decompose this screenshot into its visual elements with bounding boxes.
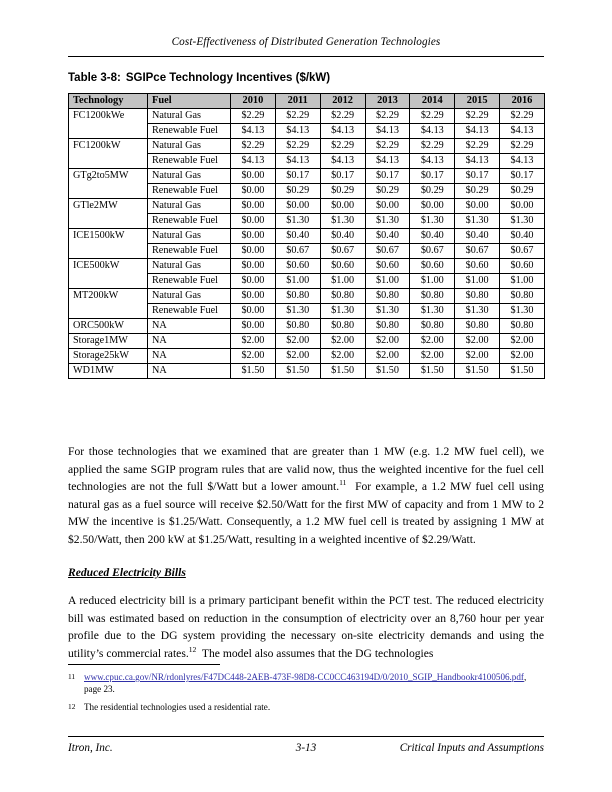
cell-value-2013: $4.13 <box>365 124 410 139</box>
cell-fuel: Renewable Fuel <box>148 304 231 319</box>
paragraph1-part-a: For those technologies that we examined that are greater than 1 MW (e.g. 1.2 MW fuel cell), we applied the same SGIP program rules that are valid now, thus the weighted incentive for the fuel cell technologies are not the full $/Watt but a lower amount. <box>68 445 544 494</box>
column-header-technology: Technology <box>69 94 148 109</box>
column-header-2010: 2010 <box>231 94 276 109</box>
cell-fuel: Renewable Fuel <box>148 244 231 259</box>
table-row <box>69 319 545 334</box>
cell-fuel: Natural Gas <box>148 229 231 244</box>
incentives-table <box>68 93 545 379</box>
cell-value-2010: $0.00 <box>231 199 276 214</box>
cell-value-2014: $2.00 <box>410 349 455 364</box>
cell-value-2014: $0.80 <box>410 289 455 304</box>
cell-value-2011: $0.17 <box>275 169 320 184</box>
cell-value-2014: $1.30 <box>410 304 455 319</box>
cell-value-2012: $0.80 <box>320 289 365 304</box>
cell-value-2010: $2.00 <box>231 334 276 349</box>
cell-value-2014: $4.13 <box>410 154 455 169</box>
column-header-2013: 2013 <box>365 94 410 109</box>
cell-value-2012: $4.13 <box>320 154 365 169</box>
table-caption <box>68 72 544 84</box>
cell-value-2014: $0.80 <box>410 319 455 334</box>
cell-value-2012: $2.00 <box>320 334 365 349</box>
cell-value-2013: $4.13 <box>365 154 410 169</box>
footnotes-area <box>68 672 544 721</box>
paragraph-incentive-weighting <box>68 443 544 549</box>
cell-fuel: Natural Gas <box>148 169 231 184</box>
cell-value-2014: $2.29 <box>410 139 455 154</box>
cell-value-2013: $2.00 <box>365 349 410 364</box>
cell-fuel: Natural Gas <box>148 259 231 274</box>
cell-fuel: Renewable Fuel <box>148 214 231 229</box>
cell-value-2014: $0.00 <box>410 199 455 214</box>
cell-value-2016: $0.80 <box>500 319 545 334</box>
cell-value-2013: $1.50 <box>365 364 410 379</box>
column-header-2015: 2015 <box>455 94 500 109</box>
cell-value-2016: $0.00 <box>500 199 545 214</box>
cell-value-2010: $0.00 <box>231 274 276 289</box>
cell-value-2016: $2.00 <box>500 334 545 349</box>
cell-value-2016: $0.67 <box>500 244 545 259</box>
cell-value-2014: $1.00 <box>410 274 455 289</box>
cell-value-2016: $0.80 <box>500 289 545 304</box>
cell-fuel: Renewable Fuel <box>148 184 231 199</box>
cell-value-2016: $2.29 <box>500 109 545 124</box>
cell-technology: MT200kW <box>69 289 148 319</box>
cell-value-2012: $2.29 <box>320 139 365 154</box>
cell-value-2016: $0.40 <box>500 229 545 244</box>
footnote-11-tail: , page 23. <box>84 672 527 694</box>
cell-value-2014: $2.29 <box>410 109 455 124</box>
cell-value-2011: $0.60 <box>275 259 320 274</box>
cell-value-2010: $0.00 <box>231 229 276 244</box>
cell-technology: ICE500kW <box>69 259 148 289</box>
header-rule <box>68 56 544 57</box>
cell-value-2011: $0.80 <box>275 289 320 304</box>
cell-fuel: NA <box>148 319 231 334</box>
cell-value-2012: $1.30 <box>320 214 365 229</box>
cell-technology: FC1200kWe <box>69 109 148 139</box>
cell-value-2013: $2.00 <box>365 334 410 349</box>
cell-value-2016: $1.30 <box>500 214 545 229</box>
cell-value-2015: $0.60 <box>455 259 500 274</box>
table-header <box>69 94 545 109</box>
cell-value-2013: $1.30 <box>365 214 410 229</box>
table-header-row <box>69 94 545 109</box>
cell-value-2016: $0.17 <box>500 169 545 184</box>
cell-value-2015: $1.00 <box>455 274 500 289</box>
table-body <box>69 109 545 379</box>
cell-value-2010: $0.00 <box>231 169 276 184</box>
cell-value-2011: $1.00 <box>275 274 320 289</box>
column-header-fuel: Fuel <box>148 94 231 109</box>
cell-value-2013: $0.29 <box>365 184 410 199</box>
cell-technology: GTg2to5MW <box>69 169 148 199</box>
footnote-11-link[interactable]: www.cpuc.ca.gov/NR/rdonlyres/F47DC448-2AEB-473F-98D8-CC0CC463194D/0/2010_SGIP_Handbookr4100506.pdf <box>84 672 524 682</box>
cell-value-2012: $2.00 <box>320 349 365 364</box>
cell-value-2015: $1.30 <box>455 214 500 229</box>
cell-value-2012: $1.30 <box>320 304 365 319</box>
cell-value-2010: $0.00 <box>231 259 276 274</box>
cell-value-2011: $1.50 <box>275 364 320 379</box>
cell-fuel: NA <box>148 334 231 349</box>
cell-value-2015: $2.29 <box>455 139 500 154</box>
table-row <box>69 229 545 244</box>
cell-value-2013: $2.29 <box>365 109 410 124</box>
column-header-2014: 2014 <box>410 94 455 109</box>
incentives-table-container <box>68 93 544 379</box>
cell-value-2014: $0.17 <box>410 169 455 184</box>
footnote-11-number: 11 <box>68 672 76 681</box>
cell-value-2010: $0.00 <box>231 184 276 199</box>
footer-page-number: 3-13 <box>295 742 317 754</box>
cell-value-2015: $0.80 <box>455 319 500 334</box>
section-heading-reduced-electricity-bills: Reduced Electricity Bills <box>68 566 186 579</box>
column-header-2016: 2016 <box>500 94 545 109</box>
cell-value-2014: $0.67 <box>410 244 455 259</box>
table-number: Table 3-8: <box>68 72 121 84</box>
footnote-12-number: 12 <box>68 702 76 712</box>
cell-value-2013: $2.29 <box>365 139 410 154</box>
cell-value-2012: $4.13 <box>320 124 365 139</box>
cell-value-2010: $0.00 <box>231 289 276 304</box>
column-header-2011: 2011 <box>275 94 320 109</box>
cell-value-2010: $0.00 <box>231 304 276 319</box>
cell-value-2014: $2.00 <box>410 334 455 349</box>
footnote-ref-11[interactable]: 11 <box>339 478 347 488</box>
cell-value-2016: $0.60 <box>500 259 545 274</box>
cell-value-2011: $0.40 <box>275 229 320 244</box>
column-header-2012: 2012 <box>320 94 365 109</box>
cell-value-2011: $1.30 <box>275 304 320 319</box>
cell-value-2013: $0.40 <box>365 229 410 244</box>
cell-technology: ICE1500kW <box>69 229 148 259</box>
cell-value-2013: $1.00 <box>365 274 410 289</box>
cell-value-2014: $1.50 <box>410 364 455 379</box>
cell-value-2015: $0.17 <box>455 169 500 184</box>
paragraph2-part-a: A reduced electricity bill is a primary participant benefit within the PCT test. The reduced electricity bill was estimated based on reduction in the consumption of electricity over an 8,760 hour per year profile due to the DG system providing the necessary on-site electricity demands and using the utility’s commercial rates. <box>68 594 544 660</box>
cell-value-2011: $0.29 <box>275 184 320 199</box>
cell-value-2012: $0.80 <box>320 319 365 334</box>
cell-fuel: Renewable Fuel <box>148 124 231 139</box>
cell-value-2011: $1.30 <box>275 214 320 229</box>
cell-value-2012: $0.00 <box>320 199 365 214</box>
cell-fuel: Renewable Fuel <box>148 154 231 169</box>
paragraph-reduced-electricity-bills <box>68 592 544 662</box>
cell-value-2012: $0.60 <box>320 259 365 274</box>
cell-fuel: Natural Gas <box>148 199 231 214</box>
cell-value-2015: $1.50 <box>455 364 500 379</box>
cell-value-2014: $4.13 <box>410 124 455 139</box>
cell-value-2016: $2.29 <box>500 139 545 154</box>
cell-fuel: NA <box>148 364 231 379</box>
cell-value-2012: $0.17 <box>320 169 365 184</box>
cell-value-2015: $0.80 <box>455 289 500 304</box>
footnote-11 <box>68 672 544 695</box>
cell-value-2015: $2.29 <box>455 109 500 124</box>
table-row <box>69 199 545 214</box>
cell-value-2015: $4.13 <box>455 154 500 169</box>
cell-value-2016: $1.00 <box>500 274 545 289</box>
cell-technology: ORC500kW <box>69 319 148 334</box>
cell-value-2013: $0.67 <box>365 244 410 259</box>
cell-value-2012: $0.67 <box>320 244 365 259</box>
footnote-separator-rule <box>68 664 220 665</box>
cell-value-2016: $0.29 <box>500 184 545 199</box>
cell-fuel: Natural Gas <box>148 289 231 304</box>
cell-value-2014: $0.40 <box>410 229 455 244</box>
cell-value-2016: $4.13 <box>500 154 545 169</box>
cell-value-2016: $2.00 <box>500 349 545 364</box>
footnote-12-tail: The residential technologies used a residential rate. <box>84 702 271 713</box>
cell-value-2010: $1.50 <box>231 364 276 379</box>
cell-value-2010: $0.00 <box>231 214 276 229</box>
cell-value-2016: $1.30 <box>500 304 545 319</box>
cell-value-2013: $1.30 <box>365 304 410 319</box>
table-row <box>69 259 545 274</box>
cell-value-2010: $2.29 <box>231 139 276 154</box>
cell-value-2015: $4.13 <box>455 124 500 139</box>
cell-value-2013: $0.17 <box>365 169 410 184</box>
cell-value-2011: $2.00 <box>275 349 320 364</box>
cell-value-2014: $1.30 <box>410 214 455 229</box>
cell-value-2015: $1.30 <box>455 304 500 319</box>
table-row <box>69 289 545 304</box>
cell-technology: GTle2MW <box>69 199 148 229</box>
cell-value-2011: $0.67 <box>275 244 320 259</box>
footer-rule <box>68 736 544 737</box>
table-row <box>69 139 545 154</box>
running-header: Cost-Effectiveness of Distributed Generation Technologies <box>171 36 441 48</box>
paragraph1-part-b: For example, a 1.2 MW fuel cell using natural gas as a fuel source will receive $2.50/Watt for the first MW of capacity and from 1 MW to 2 MW the incentive is $1.25/Watt. Consequently, a 1.2 MW fuel cell is treated by assigning 1 MW at $2.50/Watt, then 200 kW at $1.25/Watt, resulting in a weighted incentive of $2.29/Watt. <box>68 480 544 546</box>
cell-value-2016: $4.13 <box>500 124 545 139</box>
cell-value-2014: $0.29 <box>410 184 455 199</box>
cell-technology: Storage1MW <box>69 334 148 349</box>
cell-value-2010: $4.13 <box>231 124 276 139</box>
cell-value-2010: $0.00 <box>231 244 276 259</box>
cell-value-2011: $2.29 <box>275 139 320 154</box>
footer-company: Itron, Inc. <box>68 742 113 754</box>
table-row <box>69 349 545 364</box>
table-title: SGIPce Technology Incentives ($/kW) <box>125 72 331 84</box>
cell-value-2012: $0.29 <box>320 184 365 199</box>
footnote-12 <box>68 702 544 714</box>
cell-value-2013: $0.60 <box>365 259 410 274</box>
cell-technology: Storage25kW <box>69 349 148 364</box>
cell-fuel: Natural Gas <box>148 109 231 124</box>
table-row <box>69 169 545 184</box>
cell-value-2015: $2.00 <box>455 334 500 349</box>
footnote-ref-12[interactable]: 12 <box>188 644 197 654</box>
cell-value-2012: $1.50 <box>320 364 365 379</box>
cell-value-2011: $4.13 <box>275 154 320 169</box>
cell-value-2010: $4.13 <box>231 154 276 169</box>
table-row <box>69 109 545 124</box>
cell-value-2010: $0.00 <box>231 319 276 334</box>
cell-value-2015: $0.40 <box>455 229 500 244</box>
cell-value-2011: $0.80 <box>275 319 320 334</box>
cell-value-2016: $1.50 <box>500 364 545 379</box>
cell-value-2013: $0.00 <box>365 199 410 214</box>
cell-value-2012: $1.00 <box>320 274 365 289</box>
cell-technology: FC1200kW <box>69 139 148 169</box>
cell-value-2011: $4.13 <box>275 124 320 139</box>
cell-value-2014: $0.60 <box>410 259 455 274</box>
cell-value-2011: $2.00 <box>275 334 320 349</box>
paragraph2-part-b: The model also assumes that the DG technologies <box>201 646 434 660</box>
cell-value-2010: $2.00 <box>231 349 276 364</box>
cell-value-2015: $0.29 <box>455 184 500 199</box>
cell-value-2015: $2.00 <box>455 349 500 364</box>
cell-value-2015: $0.00 <box>455 199 500 214</box>
cell-value-2012: $2.29 <box>320 109 365 124</box>
cell-fuel: Natural Gas <box>148 139 231 154</box>
table-row <box>69 364 545 379</box>
cell-value-2010: $2.29 <box>231 109 276 124</box>
cell-technology: WD1MW <box>69 364 148 379</box>
table-row <box>69 334 545 349</box>
cell-fuel: Renewable Fuel <box>148 274 231 289</box>
footer-section: Critical Inputs and Assumptions <box>399 742 544 754</box>
cell-fuel: NA <box>148 349 231 364</box>
cell-value-2013: $0.80 <box>365 319 410 334</box>
cell-value-2011: $2.29 <box>275 109 320 124</box>
cell-value-2012: $0.40 <box>320 229 365 244</box>
cell-value-2013: $0.80 <box>365 289 410 304</box>
cell-value-2015: $0.67 <box>455 244 500 259</box>
cell-value-2011: $0.00 <box>275 199 320 214</box>
